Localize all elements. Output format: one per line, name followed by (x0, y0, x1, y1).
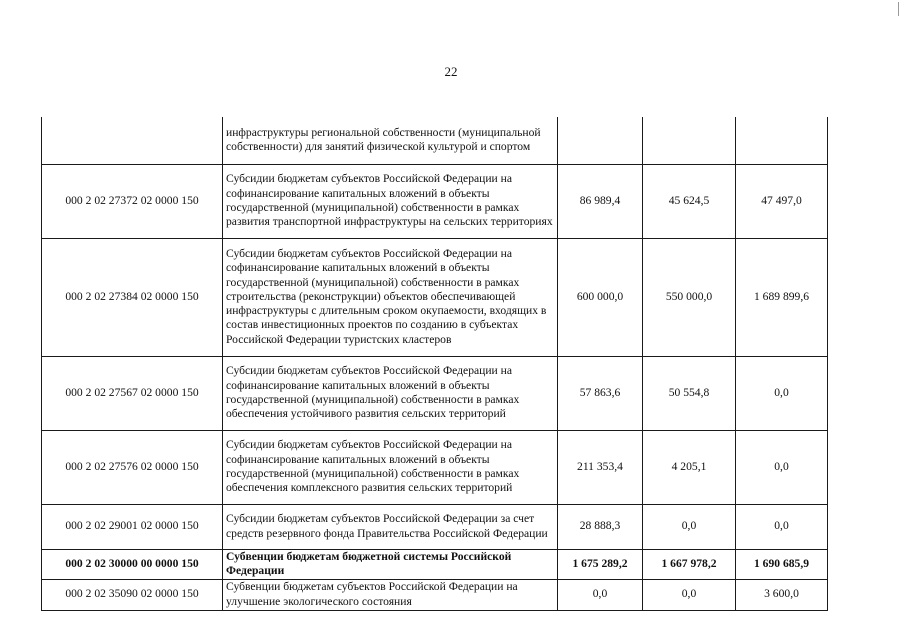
classification-code: 000 2 02 27567 02 0000 150 (42, 356, 223, 430)
table-row (42, 117, 828, 164)
amount-year-2: 4 205,1 (643, 430, 736, 504)
table-row (42, 430, 828, 504)
amount-year-1: 86 989,4 (558, 164, 643, 238)
amount-year-1: 600 000,0 (558, 238, 643, 356)
amount-year-3: 1 689 899,6 (736, 238, 828, 356)
table-row (42, 356, 828, 430)
income-description: Субсидии бюджетам субъектов Российской Федерации на софинансирование капитальных вложений в объекты государственной (муниципальной) собственности в рамках строительства (реконструкции) объектов обеспечивающей инфраструктуры с длительным сроком окупаемости, входящих в состав инвестиционных проектов по созданию в субъектах Российской Федерации туристских кластеров (223, 238, 558, 356)
amount-year-2: 1 667 978,2 (643, 549, 736, 579)
classification-code: 000 2 02 27372 02 0000 150 (42, 164, 223, 238)
table-row (42, 579, 828, 610)
table-row-total (42, 549, 828, 579)
amount-year-3: 0,0 (736, 504, 828, 549)
amount-year-3: 0,0 (736, 430, 828, 504)
classification-code: 000 2 02 29001 02 0000 150 (42, 504, 223, 549)
table-row (42, 164, 828, 238)
income-description: инфраструктуры региональной собственности (муниципальной собственности) для занятий физической культурой и спортом (223, 117, 558, 164)
table-row (42, 238, 828, 356)
amount-year-3: 3 600,0 (736, 579, 828, 610)
amount-year-1: 0,0 (558, 579, 643, 610)
amount-year-2: 45 624,5 (643, 164, 736, 238)
amount-year-3: 47 497,0 (736, 164, 828, 238)
income-description: Субсидии бюджетам субъектов Российской Федерации за счет средств резервного фонда Правительства Российской Федерации (223, 504, 558, 549)
amount-year-2 (643, 117, 736, 164)
amount-year-3: 0,0 (736, 356, 828, 430)
income-description: Субсидии бюджетам субъектов Российской Федерации на софинансирование капитальных вложений в объекты государственной (муниципальной) собственности в рамках развития транспортной инфраструктуры на сельских территориях (223, 164, 558, 238)
amount-year-3 (736, 117, 828, 164)
amount-year-2: 550 000,0 (643, 238, 736, 356)
classification-code: 000 2 02 27384 02 0000 150 (42, 238, 223, 356)
classification-code (42, 117, 223, 164)
classification-code: 000 2 02 35090 02 0000 150 (42, 579, 223, 610)
amount-year-1: 57 863,6 (558, 356, 643, 430)
classification-code: 000 2 02 30000 00 0000 150 (42, 549, 223, 579)
table-row (42, 504, 828, 549)
scan-edge-mark (898, 2, 899, 16)
amount-year-2: 0,0 (643, 504, 736, 549)
amount-year-1 (558, 117, 643, 164)
classification-code: 000 2 02 27576 02 0000 150 (42, 430, 223, 504)
amount-year-1: 1 675 289,2 (558, 549, 643, 579)
income-description: Субсидии бюджетам субъектов Российской Федерации на софинансирование капитальных вложений в объекты государственной (муниципальной) собственности в рамках обеспечения устойчивого развития сельских территорий (223, 356, 558, 430)
amount-year-1: 211 353,4 (558, 430, 643, 504)
amount-year-2: 50 554,8 (643, 356, 736, 430)
amount-year-3: 1 690 685,9 (736, 549, 828, 579)
income-description: Субсидии бюджетам субъектов Российской Федерации на софинансирование капитальных вложений в объекты государственной (муниципальной) собственности в рамках обеспечения комплексного развития сельских территорий (223, 430, 558, 504)
income-description: Субвенции бюджетам субъектов Российской Федерации на улучшение экологического состояния (223, 579, 558, 610)
page-number: 22 (444, 64, 458, 79)
income-description: Субвенции бюджетам бюджетной системы Российской Федерации (223, 549, 558, 579)
budget-table (41, 117, 828, 611)
amount-year-2: 0,0 (643, 579, 736, 610)
amount-year-1: 28 888,3 (558, 504, 643, 549)
